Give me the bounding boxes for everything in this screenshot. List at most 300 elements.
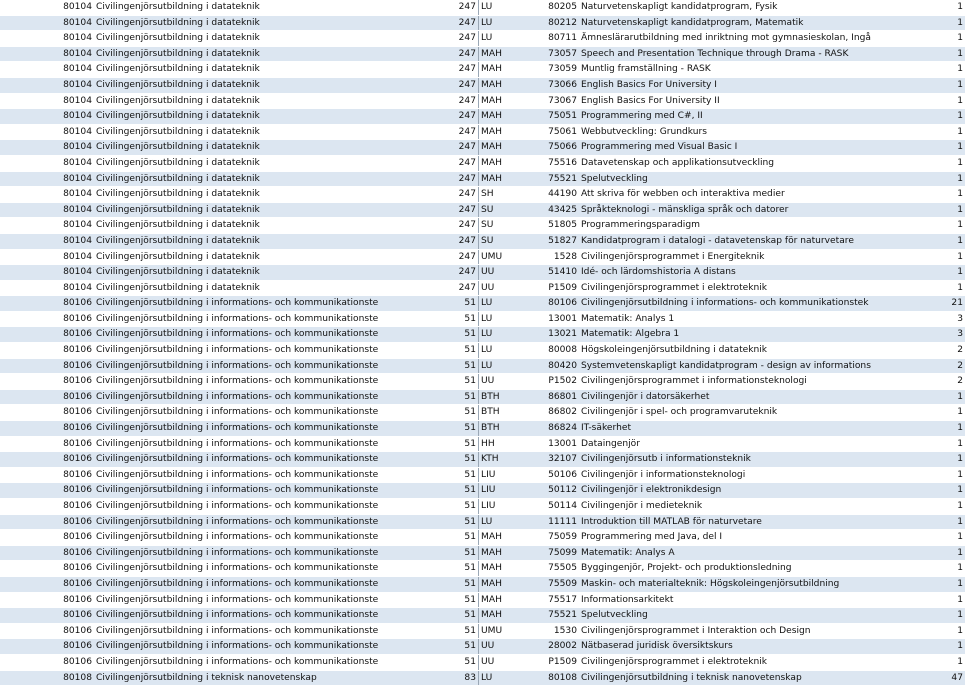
program-count-cell: 247 bbox=[408, 233, 479, 249]
course-count-cell: 1 bbox=[901, 576, 965, 592]
table-row bbox=[0, 187, 965, 203]
course-name-cell: Programmering med Java, del I bbox=[579, 530, 901, 546]
program-count-cell: 51 bbox=[408, 343, 479, 359]
course-name-cell: Systemvetenskapligt kandidatprogram - design av informations bbox=[579, 358, 901, 374]
course-code-cell: 80205 bbox=[531, 0, 579, 15]
course-name-cell: Byggingenjör, Projekt- och produktionsledning bbox=[579, 561, 901, 577]
course-count-cell: 21 bbox=[901, 296, 965, 312]
program-name-cell: Civilingenjörsutbildning i datateknik bbox=[94, 124, 408, 140]
course-name-cell: Civilingenjör i datorsäkerhet bbox=[579, 389, 901, 405]
program-name-cell: Civilingenjörsutbildning i informations- och kommunikationste bbox=[94, 576, 408, 592]
university-cell: KTH bbox=[479, 452, 532, 468]
table-row bbox=[0, 452, 965, 468]
university-cell: UU bbox=[479, 280, 532, 296]
course-name-cell: Maskin- och materialteknik: Högskoleingenjörsutbildning bbox=[579, 576, 901, 592]
university-cell: LU bbox=[479, 343, 532, 359]
program-name-cell: Civilingenjörsutbildning i teknisk nanovetenskap bbox=[94, 670, 408, 686]
program-code-cell: 80106 bbox=[0, 608, 94, 624]
course-code-cell: 44190 bbox=[531, 187, 579, 203]
table-row bbox=[0, 467, 965, 483]
table-row bbox=[0, 623, 965, 639]
course-code-cell: 1528 bbox=[531, 249, 579, 265]
course-name-cell: Civilingenjör i medieteknik bbox=[579, 499, 901, 515]
program-code-cell: 80104 bbox=[0, 233, 94, 249]
course-name-cell: Civilingenjörsprogrammet i elektroteknik bbox=[579, 654, 901, 670]
course-name-cell: Civilingenjörsutbildning i informations- och kommunikationstek bbox=[579, 296, 901, 312]
program-name-cell: Civilingenjörsutbildning i informations- och kommunikationste bbox=[94, 561, 408, 577]
course-name-cell: Speech and Presentation Technique through Drama - RASK bbox=[579, 46, 901, 62]
program-name-cell: Civilingenjörsutbildning i informations- och kommunikationste bbox=[94, 545, 408, 561]
course-count-cell: 1 bbox=[901, 639, 965, 655]
table-row bbox=[0, 124, 965, 140]
program-name-cell: Civilingenjörsutbildning i datateknik bbox=[94, 187, 408, 203]
course-code-cell: 75521 bbox=[531, 608, 579, 624]
program-name-cell: Civilingenjörsutbildning i datateknik bbox=[94, 233, 408, 249]
course-count-cell: 1 bbox=[901, 233, 965, 249]
university-cell: MAH bbox=[479, 93, 532, 109]
course-code-cell: 86824 bbox=[531, 421, 579, 437]
university-cell: LIU bbox=[479, 499, 532, 515]
program-count-cell: 247 bbox=[408, 202, 479, 218]
course-name-cell: Civilingenjörsprogrammet i informationsteknologi bbox=[579, 374, 901, 390]
course-count-cell: 1 bbox=[901, 405, 965, 421]
course-code-cell: 50114 bbox=[531, 499, 579, 515]
course-count-cell: 1 bbox=[901, 608, 965, 624]
course-code-cell: 75061 bbox=[531, 124, 579, 140]
program-count-cell: 51 bbox=[408, 374, 479, 390]
table-row bbox=[0, 514, 965, 530]
course-code-cell: 80212 bbox=[531, 15, 579, 31]
university-cell: MAH bbox=[479, 77, 532, 93]
program-name-cell: Civilingenjörsutbildning i informations- och kommunikationste bbox=[94, 514, 408, 530]
table-row bbox=[0, 265, 965, 281]
program-name-cell: Civilingenjörsutbildning i informations- och kommunikationste bbox=[94, 483, 408, 499]
course-code-cell: 75099 bbox=[531, 545, 579, 561]
program-count-cell: 51 bbox=[408, 654, 479, 670]
program-name-cell: Civilingenjörsutbildning i datateknik bbox=[94, 218, 408, 234]
program-code-cell: 80104 bbox=[0, 15, 94, 31]
course-code-cell: 13001 bbox=[531, 436, 579, 452]
program-name-cell: Civilingenjörsutbildning i datateknik bbox=[94, 265, 408, 281]
course-count-cell: 2 bbox=[901, 358, 965, 374]
university-cell: LU bbox=[479, 670, 532, 686]
program-count-cell: 247 bbox=[408, 46, 479, 62]
table-row bbox=[0, 545, 965, 561]
table-row bbox=[0, 93, 965, 109]
course-name-cell: Introduktion till MATLAB för naturvetare bbox=[579, 514, 901, 530]
program-count-cell: 247 bbox=[408, 265, 479, 281]
program-count-cell: 51 bbox=[408, 483, 479, 499]
table-row bbox=[0, 389, 965, 405]
program-count-cell: 247 bbox=[408, 77, 479, 93]
program-code-cell: 80106 bbox=[0, 530, 94, 546]
table-row bbox=[0, 296, 965, 312]
program-count-cell: 247 bbox=[408, 280, 479, 296]
program-name-cell: Civilingenjörsutbildning i datateknik bbox=[94, 0, 408, 15]
program-count-cell: 247 bbox=[408, 62, 479, 78]
course-name-cell: Civilingenjörsprogrammet i Energiteknik bbox=[579, 249, 901, 265]
university-cell: MAH bbox=[479, 561, 532, 577]
course-count-cell: 1 bbox=[901, 93, 965, 109]
university-cell: MAH bbox=[479, 140, 532, 156]
course-name-cell: Civilingenjörsprogrammet i Interaktion och Design bbox=[579, 623, 901, 639]
university-cell: MAH bbox=[479, 62, 532, 78]
university-cell: LU bbox=[479, 311, 532, 327]
program-code-cell: 80104 bbox=[0, 218, 94, 234]
university-cell: LU bbox=[479, 0, 532, 15]
table-row bbox=[0, 530, 965, 546]
course-code-cell: 80711 bbox=[531, 31, 579, 47]
program-code-cell: 80106 bbox=[0, 483, 94, 499]
course-code-cell: 50112 bbox=[531, 483, 579, 499]
university-cell: MAH bbox=[479, 46, 532, 62]
program-name-cell: Civilingenjörsutbildning i informations- och kommunikationste bbox=[94, 358, 408, 374]
program-name-cell: Civilingenjörsutbildning i informations- och kommunikationste bbox=[94, 530, 408, 546]
course-name-cell: Civilingenjör i informationsteknologi bbox=[579, 467, 901, 483]
course-code-cell: P1509 bbox=[531, 654, 579, 670]
table-row bbox=[0, 499, 965, 515]
program-name-cell: Civilingenjörsutbildning i datateknik bbox=[94, 62, 408, 78]
course-code-cell: 75516 bbox=[531, 155, 579, 171]
course-name-cell: English Basics For University II bbox=[579, 93, 901, 109]
course-count-cell: 3 bbox=[901, 327, 965, 343]
university-cell: MAH bbox=[479, 155, 532, 171]
university-cell: LU bbox=[479, 296, 532, 312]
table-row bbox=[0, 311, 965, 327]
program-count-cell: 51 bbox=[408, 296, 479, 312]
course-name-cell: Civilingenjörsutbildning i teknisk nanovetenskap bbox=[579, 670, 901, 686]
course-name-cell: Språkteknologi - mänskliga språk och datorer bbox=[579, 202, 901, 218]
course-count-cell: 1 bbox=[901, 77, 965, 93]
course-code-cell: 75517 bbox=[531, 592, 579, 608]
university-cell: MAH bbox=[479, 109, 532, 125]
program-code-cell: 80106 bbox=[0, 327, 94, 343]
program-code-cell: 80106 bbox=[0, 561, 94, 577]
program-code-cell: 80104 bbox=[0, 62, 94, 78]
program-name-cell: Civilingenjörsutbildning i informations- och kommunikationste bbox=[94, 421, 408, 437]
program-name-cell: Civilingenjörsutbildning i datateknik bbox=[94, 109, 408, 125]
university-cell: SU bbox=[479, 202, 532, 218]
program-name-cell: Civilingenjörsutbildning i informations- och kommunikationste bbox=[94, 452, 408, 468]
course-count-cell: 1 bbox=[901, 202, 965, 218]
table-row bbox=[0, 202, 965, 218]
course-count-cell: 2 bbox=[901, 374, 965, 390]
program-code-cell: 80104 bbox=[0, 171, 94, 187]
program-code-cell: 80104 bbox=[0, 155, 94, 171]
program-count-cell: 51 bbox=[408, 499, 479, 515]
course-count-cell: 1 bbox=[901, 530, 965, 546]
program-code-cell: 80104 bbox=[0, 202, 94, 218]
program-name-cell: Civilingenjörsutbildning i datateknik bbox=[94, 31, 408, 47]
course-code-cell: 32107 bbox=[531, 452, 579, 468]
course-code-cell: 75066 bbox=[531, 140, 579, 156]
course-code-cell: 86802 bbox=[531, 405, 579, 421]
university-cell: UMU bbox=[479, 249, 532, 265]
course-code-cell: 50106 bbox=[531, 467, 579, 483]
program-name-cell: Civilingenjörsutbildning i informations- och kommunikationste bbox=[94, 343, 408, 359]
program-name-cell: Civilingenjörsutbildning i informations- och kommunikationste bbox=[94, 639, 408, 655]
course-count-cell: 1 bbox=[901, 280, 965, 296]
university-cell: MAH bbox=[479, 545, 532, 561]
university-cell: LU bbox=[479, 514, 532, 530]
program-count-cell: 83 bbox=[408, 670, 479, 686]
program-code-cell: 80106 bbox=[0, 311, 94, 327]
course-code-cell: 51827 bbox=[531, 233, 579, 249]
course-count-cell: 1 bbox=[901, 15, 965, 31]
program-code-cell: 80104 bbox=[0, 46, 94, 62]
course-count-cell: 1 bbox=[901, 62, 965, 78]
program-count-cell: 51 bbox=[408, 545, 479, 561]
program-code-cell: 80104 bbox=[0, 280, 94, 296]
course-count-cell: 1 bbox=[901, 436, 965, 452]
university-cell: LU bbox=[479, 327, 532, 343]
course-code-cell: 73059 bbox=[531, 62, 579, 78]
course-count-cell: 1 bbox=[901, 592, 965, 608]
program-name-cell: Civilingenjörsutbildning i datateknik bbox=[94, 140, 408, 156]
program-count-cell: 51 bbox=[408, 576, 479, 592]
program-name-cell: Civilingenjörsutbildning i informations- och kommunikationste bbox=[94, 499, 408, 515]
university-cell: LU bbox=[479, 15, 532, 31]
program-count-cell: 51 bbox=[408, 311, 479, 327]
course-code-cell: 80420 bbox=[531, 358, 579, 374]
program-name-cell: Civilingenjörsutbildning i informations- och kommunikationste bbox=[94, 327, 408, 343]
course-count-cell: 47 bbox=[901, 670, 965, 686]
program-name-cell: Civilingenjörsutbildning i informations- och kommunikationste bbox=[94, 389, 408, 405]
course-code-cell: 51410 bbox=[531, 265, 579, 281]
university-cell: LIU bbox=[479, 467, 532, 483]
course-count-cell: 1 bbox=[901, 467, 965, 483]
course-name-cell: Webbutveckling: Grundkurs bbox=[579, 124, 901, 140]
course-count-cell: 1 bbox=[901, 514, 965, 530]
program-count-cell: 51 bbox=[408, 358, 479, 374]
course-name-cell: Civilingenjörsprogrammet i elektroteknik bbox=[579, 280, 901, 296]
program-count-cell: 51 bbox=[408, 530, 479, 546]
program-count-cell: 51 bbox=[408, 389, 479, 405]
course-code-cell: 80106 bbox=[531, 296, 579, 312]
course-name-cell: Informationsarkitekt bbox=[579, 592, 901, 608]
university-cell: SH bbox=[479, 187, 532, 203]
program-code-cell: 80104 bbox=[0, 249, 94, 265]
table-row bbox=[0, 155, 965, 171]
course-name-cell: Programmeringsparadigm bbox=[579, 218, 901, 234]
course-code-cell: P1509 bbox=[531, 280, 579, 296]
course-count-cell: 1 bbox=[901, 265, 965, 281]
course-name-cell: Programmering med Visual Basic I bbox=[579, 140, 901, 156]
program-name-cell: Civilingenjörsutbildning i datateknik bbox=[94, 77, 408, 93]
program-code-cell: 80106 bbox=[0, 343, 94, 359]
program-code-cell: 80106 bbox=[0, 436, 94, 452]
course-name-cell: Matematik: Analys A bbox=[579, 545, 901, 561]
program-code-cell: 80108 bbox=[0, 670, 94, 686]
program-code-cell: 80106 bbox=[0, 296, 94, 312]
program-name-cell: Civilingenjörsutbildning i informations- och kommunikationste bbox=[94, 654, 408, 670]
university-cell: LU bbox=[479, 358, 532, 374]
table-row bbox=[0, 343, 965, 359]
course-code-cell: 73067 bbox=[531, 93, 579, 109]
table-row bbox=[0, 374, 965, 390]
program-code-cell: 80106 bbox=[0, 654, 94, 670]
university-cell: BTH bbox=[479, 405, 532, 421]
university-cell: UU bbox=[479, 654, 532, 670]
program-code-cell: 80104 bbox=[0, 124, 94, 140]
program-code-cell: 80106 bbox=[0, 405, 94, 421]
program-count-cell: 51 bbox=[408, 436, 479, 452]
university-cell: MAH bbox=[479, 592, 532, 608]
program-code-cell: 80106 bbox=[0, 358, 94, 374]
table-row bbox=[0, 608, 965, 624]
university-cell: SU bbox=[479, 218, 532, 234]
course-code-cell: 73057 bbox=[531, 46, 579, 62]
course-code-cell: 13001 bbox=[531, 311, 579, 327]
table-row bbox=[0, 358, 965, 374]
program-name-cell: Civilingenjörsutbildning i informations- och kommunikationste bbox=[94, 467, 408, 483]
table-row bbox=[0, 233, 965, 249]
program-code-cell: 80106 bbox=[0, 499, 94, 515]
table-row bbox=[0, 639, 965, 655]
program-code-cell: 80106 bbox=[0, 639, 94, 655]
table-row bbox=[0, 0, 965, 15]
course-code-cell: 73066 bbox=[531, 77, 579, 93]
course-name-cell: Matematik: Analys 1 bbox=[579, 311, 901, 327]
course-count-cell: 1 bbox=[901, 623, 965, 639]
program-count-cell: 51 bbox=[408, 405, 479, 421]
course-name-cell: Idé- och lärdomshistoria A distans bbox=[579, 265, 901, 281]
program-name-cell: Civilingenjörsutbildning i informations- och kommunikationste bbox=[94, 436, 408, 452]
course-code-cell: 51805 bbox=[531, 218, 579, 234]
course-name-cell: Naturvetenskapligt kandidatprogram, Matematik bbox=[579, 15, 901, 31]
program-count-cell: 51 bbox=[408, 639, 479, 655]
program-code-cell: 80104 bbox=[0, 31, 94, 47]
program-name-cell: Civilingenjörsutbildning i informations- och kommunikationste bbox=[94, 311, 408, 327]
program-count-cell: 247 bbox=[408, 15, 479, 31]
course-count-cell: 3 bbox=[901, 311, 965, 327]
program-count-cell: 247 bbox=[408, 187, 479, 203]
program-count-cell: 51 bbox=[408, 592, 479, 608]
table-row bbox=[0, 421, 965, 437]
program-code-cell: 80104 bbox=[0, 0, 94, 15]
course-count-cell: 1 bbox=[901, 483, 965, 499]
program-code-cell: 80106 bbox=[0, 389, 94, 405]
course-count-cell: 1 bbox=[901, 109, 965, 125]
course-count-cell: 1 bbox=[901, 249, 965, 265]
program-code-cell: 80106 bbox=[0, 514, 94, 530]
program-count-cell: 247 bbox=[408, 93, 479, 109]
course-name-cell: Datavetenskap och applikationsutveckling bbox=[579, 155, 901, 171]
program-code-cell: 80106 bbox=[0, 467, 94, 483]
program-count-cell: 247 bbox=[408, 249, 479, 265]
program-code-cell: 80106 bbox=[0, 374, 94, 390]
program-name-cell: Civilingenjörsutbildning i informations- och kommunikationste bbox=[94, 374, 408, 390]
course-count-cell: 1 bbox=[901, 389, 965, 405]
course-name-cell: Naturvetenskapligt kandidatprogram, Fysik bbox=[579, 0, 901, 15]
program-code-cell: 80106 bbox=[0, 623, 94, 639]
table-row bbox=[0, 218, 965, 234]
course-name-cell: IT-säkerhet bbox=[579, 421, 901, 437]
program-count-cell: 247 bbox=[408, 31, 479, 47]
program-name-cell: Civilingenjörsutbildning i informations- och kommunikationste bbox=[94, 623, 408, 639]
university-cell: UU bbox=[479, 374, 532, 390]
table-row bbox=[0, 436, 965, 452]
program-code-cell: 80106 bbox=[0, 576, 94, 592]
program-code-cell: 80104 bbox=[0, 77, 94, 93]
course-count-cell: 1 bbox=[901, 155, 965, 171]
course-count-cell: 1 bbox=[901, 140, 965, 156]
university-cell: MAH bbox=[479, 576, 532, 592]
course-name-cell: Spelutveckling bbox=[579, 171, 901, 187]
program-name-cell: Civilingenjörsutbildning i datateknik bbox=[94, 249, 408, 265]
table-row bbox=[0, 46, 965, 62]
course-count-cell: 1 bbox=[901, 561, 965, 577]
program-count-cell: 247 bbox=[408, 124, 479, 140]
course-name-cell: English Basics For University I bbox=[579, 77, 901, 93]
course-name-cell: Nätbaserad juridisk översiktskurs bbox=[579, 639, 901, 655]
course-count-cell: 1 bbox=[901, 31, 965, 47]
program-name-cell: Civilingenjörsutbildning i informations- och kommunikationste bbox=[94, 405, 408, 421]
course-count-cell: 1 bbox=[901, 654, 965, 670]
program-code-cell: 80104 bbox=[0, 140, 94, 156]
table-row bbox=[0, 31, 965, 47]
program-count-cell: 51 bbox=[408, 327, 479, 343]
course-name-cell: Civilingenjör i spel- och programvaruteknik bbox=[579, 405, 901, 421]
table-row bbox=[0, 109, 965, 125]
university-cell: MAH bbox=[479, 171, 532, 187]
table-row bbox=[0, 280, 965, 296]
university-cell: UU bbox=[479, 265, 532, 281]
course-name-cell: Programmering med C#, II bbox=[579, 109, 901, 125]
course-count-cell: 1 bbox=[901, 46, 965, 62]
course-code-cell: 75051 bbox=[531, 109, 579, 125]
program-code-cell: 80104 bbox=[0, 187, 94, 203]
course-name-cell: Spelutveckling bbox=[579, 608, 901, 624]
course-count-cell: 1 bbox=[901, 187, 965, 203]
course-name-cell: Civilingenjör i elektronikdesign bbox=[579, 483, 901, 499]
course-count-cell: 1 bbox=[901, 171, 965, 187]
program-name-cell: Civilingenjörsutbildning i informations- och kommunikationste bbox=[94, 296, 408, 312]
course-name-cell: Kandidatprogram i datalogi - datavetenskap för naturvetare bbox=[579, 233, 901, 249]
course-count-cell: 2 bbox=[901, 343, 965, 359]
course-code-cell: 75509 bbox=[531, 576, 579, 592]
program-name-cell: Civilingenjörsutbildning i datateknik bbox=[94, 93, 408, 109]
program-count-cell: 247 bbox=[408, 155, 479, 171]
course-count-cell: 1 bbox=[901, 421, 965, 437]
program-count-cell: 51 bbox=[408, 623, 479, 639]
program-count-cell: 51 bbox=[408, 467, 479, 483]
course-code-cell: 28002 bbox=[531, 639, 579, 655]
table-row bbox=[0, 62, 965, 78]
program-name-cell: Civilingenjörsutbildning i datateknik bbox=[94, 15, 408, 31]
course-name-cell: Matematik: Algebra 1 bbox=[579, 327, 901, 343]
program-name-cell: Civilingenjörsutbildning i datateknik bbox=[94, 46, 408, 62]
program-count-cell: 51 bbox=[408, 514, 479, 530]
program-code-cell: 80104 bbox=[0, 109, 94, 125]
course-code-cell: 75521 bbox=[531, 171, 579, 187]
program-name-cell: Civilingenjörsutbildning i datateknik bbox=[94, 202, 408, 218]
program-count-cell: 51 bbox=[408, 608, 479, 624]
program-count-cell: 247 bbox=[408, 218, 479, 234]
university-cell: HH bbox=[479, 436, 532, 452]
course-code-cell: 80108 bbox=[531, 670, 579, 686]
program-count-cell: 247 bbox=[408, 140, 479, 156]
course-name-cell: Att skriva för webben och interaktiva medier bbox=[579, 187, 901, 203]
course-code-cell: 75505 bbox=[531, 561, 579, 577]
program-count-cell: 51 bbox=[408, 421, 479, 437]
course-code-cell: 80008 bbox=[531, 343, 579, 359]
table-row bbox=[0, 654, 965, 670]
program-code-cell: 80106 bbox=[0, 592, 94, 608]
table-row bbox=[0, 405, 965, 421]
course-count-cell: 1 bbox=[901, 452, 965, 468]
course-code-cell: 1530 bbox=[531, 623, 579, 639]
